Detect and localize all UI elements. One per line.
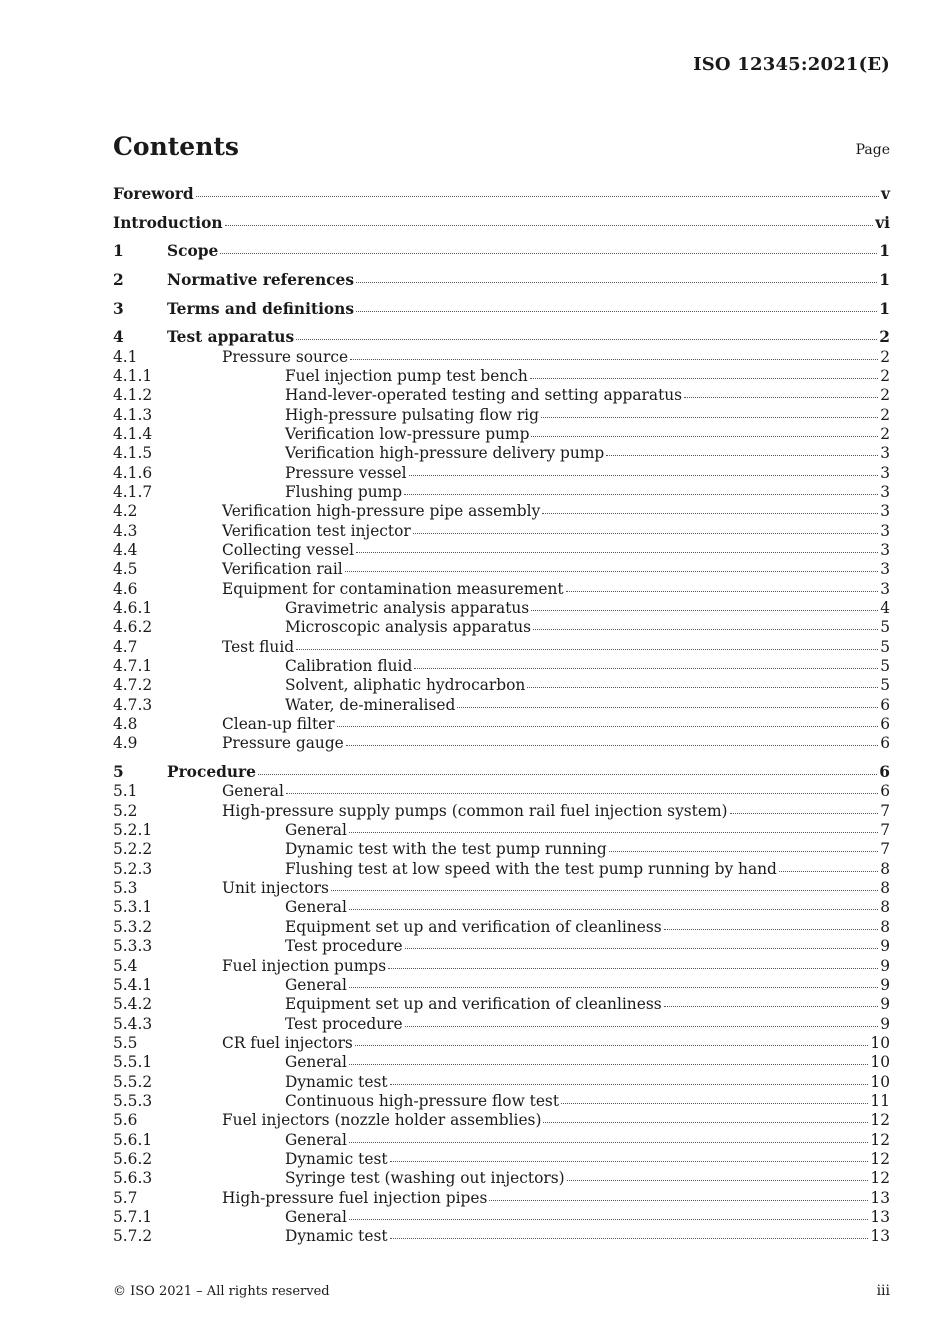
toc-entry[interactable]	[113, 300, 890, 319]
toc-entry-page: 12	[870, 1111, 890, 1130]
toc-dot-leader	[779, 870, 878, 872]
toc-entry-number: 4.6	[113, 579, 138, 598]
toc-entry-title: Dynamic test with the test pump running	[285, 840, 607, 859]
toc-entry[interactable]	[113, 1092, 890, 1111]
toc-entry[interactable]	[113, 898, 890, 917]
toc-entry-page: 9	[880, 995, 890, 1014]
toc-entry-number: 4.1.1	[113, 366, 153, 385]
toc-entry[interactable]	[113, 348, 890, 367]
toc-entry[interactable]	[113, 1131, 890, 1150]
toc-entry-number: 5.6.1	[113, 1130, 153, 1149]
toc-entry-number: 4.4	[113, 540, 138, 559]
toc-dot-leader	[527, 686, 878, 688]
toc-entry-title: General	[285, 975, 347, 994]
toc-entry-title: High-pressure fuel injection pipes	[222, 1188, 488, 1207]
toc-entry-title: Verification low-pressure pump	[285, 424, 530, 443]
toc-entry-page: 8	[880, 898, 890, 917]
toc-entry-title: Terms and definitions	[167, 299, 355, 318]
toc-entry[interactable]	[113, 676, 890, 695]
toc-entry[interactable]	[113, 1073, 890, 1092]
toc-entry[interactable]	[113, 541, 890, 560]
toc-entry-number: 4.1.6	[113, 463, 153, 482]
toc-entry-page: 10	[870, 1053, 890, 1072]
toc-entry-title: Normative references	[167, 270, 354, 289]
toc-entry-title: High-pressure supply pumps (common rail fuel injection system)	[222, 801, 728, 820]
toc-entry-number: 4.7.3	[113, 695, 153, 714]
toc-entry-title: Equipment for contamination measurement	[222, 579, 564, 598]
toc-dot-leader	[530, 377, 878, 379]
toc-entry-page: 3	[880, 560, 890, 579]
toc-entry[interactable]	[113, 734, 890, 753]
toc-entry-number: 5.6.2	[113, 1149, 153, 1168]
toc-entry-page: 3	[880, 521, 890, 540]
toc-entry-number: 4.9	[113, 734, 138, 753]
toc-entry-title: Test fluid	[222, 637, 295, 656]
toc-entry[interactable]	[113, 406, 890, 425]
toc-entry-page: 13	[870, 1188, 890, 1207]
toc-entry[interactable]	[113, 1227, 890, 1246]
toc-entry-number: 4.1.7	[113, 482, 153, 501]
toc-entry-number: 4.1.2	[113, 386, 153, 405]
toc-entry-page: 2	[880, 366, 890, 385]
toc-dot-leader	[349, 986, 878, 988]
toc-entry-number: 5.1	[113, 782, 138, 801]
table-of-contents	[113, 185, 890, 1247]
toc-entry-page: 13	[870, 1227, 890, 1246]
toc-entry-number: 5.3.1	[113, 898, 153, 917]
toc-entry[interactable]	[113, 1208, 890, 1227]
toc-entry[interactable]	[113, 328, 890, 347]
toc-entry[interactable]	[113, 821, 890, 840]
toc-entry-page: 5	[880, 637, 890, 656]
toc-entry-title: Flushing test at low speed with the test pump running by hand	[285, 859, 777, 878]
toc-entry[interactable]	[113, 782, 890, 801]
toc-entry-number: 5.5	[113, 1033, 138, 1052]
toc-dot-leader	[356, 551, 878, 553]
toc-entry-title: Syringe test (washing out injectors)	[285, 1169, 565, 1188]
toc-entry-title: Pressure vessel	[285, 463, 407, 482]
toc-dot-leader	[405, 947, 879, 949]
toc-entry-title: Unit injectors	[222, 879, 329, 898]
toc-entry-number: 4.7.1	[113, 657, 153, 676]
toc-entry-number: 5.7.2	[113, 1227, 153, 1246]
toc-entry-number: 5.2.2	[113, 840, 153, 859]
toc-entry-number: 4.1.4	[113, 424, 153, 443]
toc-entry[interactable]	[113, 386, 890, 405]
toc-dot-leader	[409, 474, 879, 476]
toc-dot-leader	[390, 1083, 869, 1085]
toc-entry-title: Fuel injectors (nozzle holder assemblies)	[222, 1111, 542, 1130]
toc-entry-page: 3	[880, 463, 890, 482]
footer-copyright: © ISO 2021 – All rights reserved	[113, 1284, 330, 1299]
toc-dot-leader	[337, 725, 879, 727]
toc-entry[interactable]	[113, 763, 890, 782]
toc-entry-title: General	[285, 1130, 347, 1149]
toc-entry-page: 3	[880, 502, 890, 521]
toc-entry[interactable]	[113, 1150, 890, 1169]
toc-entry[interactable]	[113, 1169, 890, 1188]
toc-entry-title: Introduction	[113, 213, 223, 232]
toc-dot-leader	[346, 744, 878, 746]
toc-entry-title: Clean-up filter	[222, 715, 335, 734]
toc-entry-title: Collecting vessel	[222, 540, 355, 559]
toc-entry-number: 4.3	[113, 521, 138, 540]
toc-entry-title: Foreword	[113, 185, 194, 203]
toc-entry-number: 1	[113, 242, 124, 261]
toc-entry-title: Calibration fluid	[285, 657, 413, 676]
toc-entry-number: 5.2.3	[113, 859, 153, 878]
toc-entry-title: Verification high-pressure pipe assembly	[222, 502, 541, 521]
toc-entry-number: 5.7.1	[113, 1207, 153, 1226]
toc-dot-leader	[196, 195, 879, 197]
toc-entry-number: 2	[113, 270, 124, 289]
toc-entry[interactable]	[113, 599, 890, 618]
toc-entry-page: 13	[870, 1207, 890, 1226]
toc-entry-number: 5	[113, 763, 124, 782]
toc-entry[interactable]	[113, 580, 890, 599]
toc-entry[interactable]	[113, 464, 890, 483]
toc-entry[interactable]	[113, 657, 890, 676]
toc-dot-leader	[350, 358, 878, 360]
toc-dot-leader	[684, 396, 878, 398]
toc-entry-page: 5	[880, 618, 890, 637]
toc-entry-title: General	[285, 821, 347, 840]
toc-entry[interactable]	[113, 242, 890, 261]
toc-entry-title: Verification test injector	[222, 521, 411, 540]
toc-entry-title: General	[285, 1053, 347, 1072]
toc-entry[interactable]	[113, 638, 890, 657]
toc-dot-leader	[390, 1160, 869, 1162]
toc-entry-page: 4	[880, 599, 890, 618]
toc-entry-title: Pressure source	[222, 347, 349, 366]
toc-entry[interactable]	[113, 560, 890, 579]
toc-entry-page: 6	[880, 782, 890, 801]
toc-entry[interactable]	[113, 879, 890, 898]
toc-entry[interactable]	[113, 425, 890, 444]
toc-dot-leader	[356, 310, 877, 312]
toc-entry-title: Fuel injection pump test bench	[285, 366, 528, 385]
toc-entry[interactable]	[113, 185, 890, 204]
toc-entry-page: 5	[880, 676, 890, 695]
toc-entry-page: 9	[880, 956, 890, 975]
toc-dot-leader	[664, 928, 879, 930]
toc-entry-page: 9	[880, 1014, 890, 1033]
toc-dot-leader	[349, 831, 878, 833]
toc-entry-page: 2	[880, 424, 890, 443]
toc-entry-page: 12	[870, 1169, 890, 1188]
toc-entry-number: 4.7	[113, 637, 138, 656]
toc-entry-title: CR fuel injectors	[222, 1033, 353, 1052]
toc-entry-number: 4	[113, 328, 124, 347]
toc-entry-page: 7	[880, 801, 890, 820]
toc-entry-title: Water, de-mineralised	[285, 695, 456, 714]
toc-entry-title: Equipment set up and verification of cleanliness	[285, 917, 662, 936]
toc-entry-title: Dynamic test	[285, 1227, 388, 1246]
toc-entry-number: 5.2.1	[113, 821, 153, 840]
toc-dot-leader	[356, 281, 877, 283]
toc-entry-page: 5	[880, 657, 890, 676]
toc-entry-page: 3	[880, 540, 890, 559]
toc-dot-leader	[220, 252, 877, 254]
toc-entry-number: 5.5.1	[113, 1053, 153, 1072]
toc-entry-title: Dynamic test	[285, 1072, 388, 1091]
toc-entry-page: v	[881, 185, 890, 203]
toc-entry[interactable]	[113, 1034, 890, 1053]
toc-entry-number: 4.7.2	[113, 676, 153, 695]
toc-dot-leader	[542, 512, 878, 514]
toc-dot-leader	[413, 532, 878, 534]
toc-dot-leader	[345, 570, 878, 572]
toc-entry-number: 5.3.3	[113, 937, 153, 956]
toc-dot-leader	[606, 454, 878, 456]
toc-entry-number: 5.3	[113, 879, 138, 898]
toc-entry-title: Procedure	[167, 763, 256, 782]
toc-entry-page: 10	[870, 1033, 890, 1052]
toc-entry-number: 5.2	[113, 801, 138, 820]
toc-entry-number: 5.4.3	[113, 1014, 153, 1033]
toc-entry-title: Verification rail	[222, 560, 343, 579]
toc-entry[interactable]	[113, 918, 890, 937]
toc-entry-title: Hand-lever-operated testing and setting apparatus	[285, 386, 683, 405]
toc-dot-leader	[355, 1044, 869, 1046]
toc-dot-leader	[457, 706, 878, 708]
toc-dot-leader	[258, 773, 877, 775]
toc-entry-title: Test procedure	[285, 937, 403, 956]
toc-entry-page: 2	[880, 405, 890, 424]
toc-dot-leader	[531, 435, 878, 437]
toc-entry-page: 2	[880, 386, 890, 405]
toc-entry[interactable]	[113, 715, 890, 734]
toc-dot-leader	[390, 1237, 869, 1239]
toc-entry-page: 1	[879, 299, 890, 318]
toc-entry-page: 11	[870, 1091, 890, 1110]
contents-heading: Contents	[113, 132, 240, 161]
toc-dot-leader	[349, 1218, 869, 1220]
toc-entry-page: 9	[880, 975, 890, 994]
toc-entry-title: Test procedure	[285, 1014, 403, 1033]
toc-entry[interactable]	[113, 802, 890, 821]
toc-entry-page: 6	[880, 695, 890, 714]
toc-entry-number: 5.4.2	[113, 995, 153, 1014]
page-column-label: Page	[855, 142, 890, 158]
toc-entry-title: Fuel injection pumps	[222, 956, 387, 975]
toc-dot-leader	[349, 908, 878, 910]
toc-entry-page: 12	[870, 1130, 890, 1149]
toc-entry[interactable]	[113, 995, 890, 1014]
toc-entry-page: 6	[880, 715, 890, 734]
toc-entry-page: 8	[880, 879, 890, 898]
toc-dot-leader	[349, 1063, 869, 1065]
toc-entry-page: 2	[879, 328, 890, 347]
toc-entry-title: Scope	[167, 242, 219, 261]
toc-dot-leader	[561, 1102, 868, 1104]
toc-entry[interactable]	[113, 367, 890, 386]
toc-entry-number: 5.3.2	[113, 917, 153, 936]
toc-entry-page: 9	[880, 937, 890, 956]
toc-entry[interactable]	[113, 1053, 890, 1072]
toc-entry-title: General	[285, 898, 347, 917]
toc-entry[interactable]	[113, 271, 890, 290]
toc-dot-leader	[331, 889, 878, 891]
toc-entry-title: General	[285, 1207, 347, 1226]
toc-entry-number: 4.6.1	[113, 599, 153, 618]
toc-entry-number: 5.7	[113, 1188, 138, 1207]
toc-dot-leader	[489, 1199, 868, 1201]
toc-dot-leader	[541, 416, 878, 418]
toc-entry-title: Pressure gauge	[222, 734, 344, 753]
toc-entry-page: 6	[880, 734, 890, 753]
toc-entry-number: 5.5.3	[113, 1091, 153, 1110]
toc-dot-leader	[404, 493, 878, 495]
toc-entry-title: Test apparatus	[167, 328, 295, 347]
toc-entry-number: 5.5.2	[113, 1072, 153, 1091]
toc-entry-number: 4.2	[113, 502, 138, 521]
toc-entry-page: 7	[880, 840, 890, 859]
toc-entry-page: 12	[870, 1149, 890, 1168]
toc-entry-title: Solvent, aliphatic hydrocarbon	[285, 676, 526, 695]
toc-entry-title: Flushing pump	[285, 482, 403, 501]
toc-entry[interactable]	[113, 957, 890, 976]
toc-dot-leader	[286, 792, 878, 794]
toc-dot-leader	[225, 224, 874, 226]
toc-entry[interactable]	[113, 444, 890, 463]
toc-entry[interactable]	[113, 214, 890, 233]
toc-entry-page: 6	[879, 763, 890, 782]
toc-entry-title: Verification high-pressure delivery pump	[285, 444, 605, 463]
toc-entry-page: 3	[880, 482, 890, 501]
toc-entry-number: 4.1.5	[113, 444, 153, 463]
toc-dot-leader	[543, 1121, 868, 1123]
toc-entry[interactable]	[113, 937, 890, 956]
toc-entry-title: Continuous high-pressure flow test	[285, 1091, 560, 1110]
toc-entry[interactable]	[113, 618, 890, 637]
toc-entry-page: 8	[880, 917, 890, 936]
toc-entry-number: 5.4	[113, 956, 138, 975]
toc-dot-leader	[296, 648, 878, 650]
toc-dot-leader	[531, 609, 878, 611]
toc-entry-page: 8	[880, 859, 890, 878]
toc-entry[interactable]	[113, 840, 890, 859]
toc-dot-leader	[664, 1005, 879, 1007]
toc-entry[interactable]	[113, 1015, 890, 1034]
toc-entry-number: 4.8	[113, 715, 138, 734]
toc-dot-leader	[609, 850, 878, 852]
footer-page-number: iii	[876, 1283, 890, 1299]
toc-dot-leader	[349, 1141, 869, 1143]
toc-entry[interactable]	[113, 502, 890, 521]
toc-entry-title: Microscopic analysis apparatus	[285, 618, 532, 637]
toc-entry-title: General	[222, 782, 284, 801]
toc-entry-page: vi	[875, 213, 890, 232]
toc-entry-page: 10	[870, 1072, 890, 1091]
toc-entry[interactable]	[113, 860, 890, 879]
toc-dot-leader	[388, 967, 878, 969]
toc-entry[interactable]	[113, 483, 890, 502]
toc-entry-page: 7	[880, 821, 890, 840]
toc-entry-page: 1	[879, 242, 890, 261]
toc-entry-page: 3	[880, 579, 890, 598]
toc-dot-leader	[296, 338, 877, 340]
toc-entry-number: 4.5	[113, 560, 138, 579]
toc-entry-number: 4.6.2	[113, 618, 153, 637]
document-id: ISO 12345:2021(E)	[693, 54, 890, 75]
toc-dot-leader	[405, 1025, 879, 1027]
toc-entry-title: Equipment set up and verification of cleanliness	[285, 995, 662, 1014]
toc-entry[interactable]	[113, 976, 890, 995]
toc-entry[interactable]	[113, 696, 890, 715]
toc-dot-leader	[730, 812, 879, 814]
toc-entry-number: 4.1	[113, 347, 138, 366]
toc-entry-title: High-pressure pulsating flow rig	[285, 405, 539, 424]
toc-entry-number: 5.6.3	[113, 1169, 153, 1188]
toc-entry-page: 3	[880, 444, 890, 463]
toc-entry-page: 2	[880, 347, 890, 366]
toc-dot-leader	[533, 628, 878, 630]
toc-entry-number: 4.1.3	[113, 405, 153, 424]
toc-dot-leader	[567, 1179, 869, 1181]
toc-entry-number: 3	[113, 299, 124, 318]
toc-entry[interactable]	[113, 1111, 890, 1130]
toc-entry[interactable]	[113, 1189, 890, 1208]
toc-entry-title: Dynamic test	[285, 1149, 388, 1168]
toc-dot-leader	[566, 590, 879, 592]
toc-entry-title: Gravimetric analysis apparatus	[285, 599, 530, 618]
toc-dot-leader	[414, 667, 878, 669]
toc-entry-number: 5.4.1	[113, 975, 153, 994]
toc-entry-page: 1	[879, 270, 890, 289]
toc-entry-number: 5.6	[113, 1111, 138, 1130]
toc-entry[interactable]	[113, 522, 890, 541]
